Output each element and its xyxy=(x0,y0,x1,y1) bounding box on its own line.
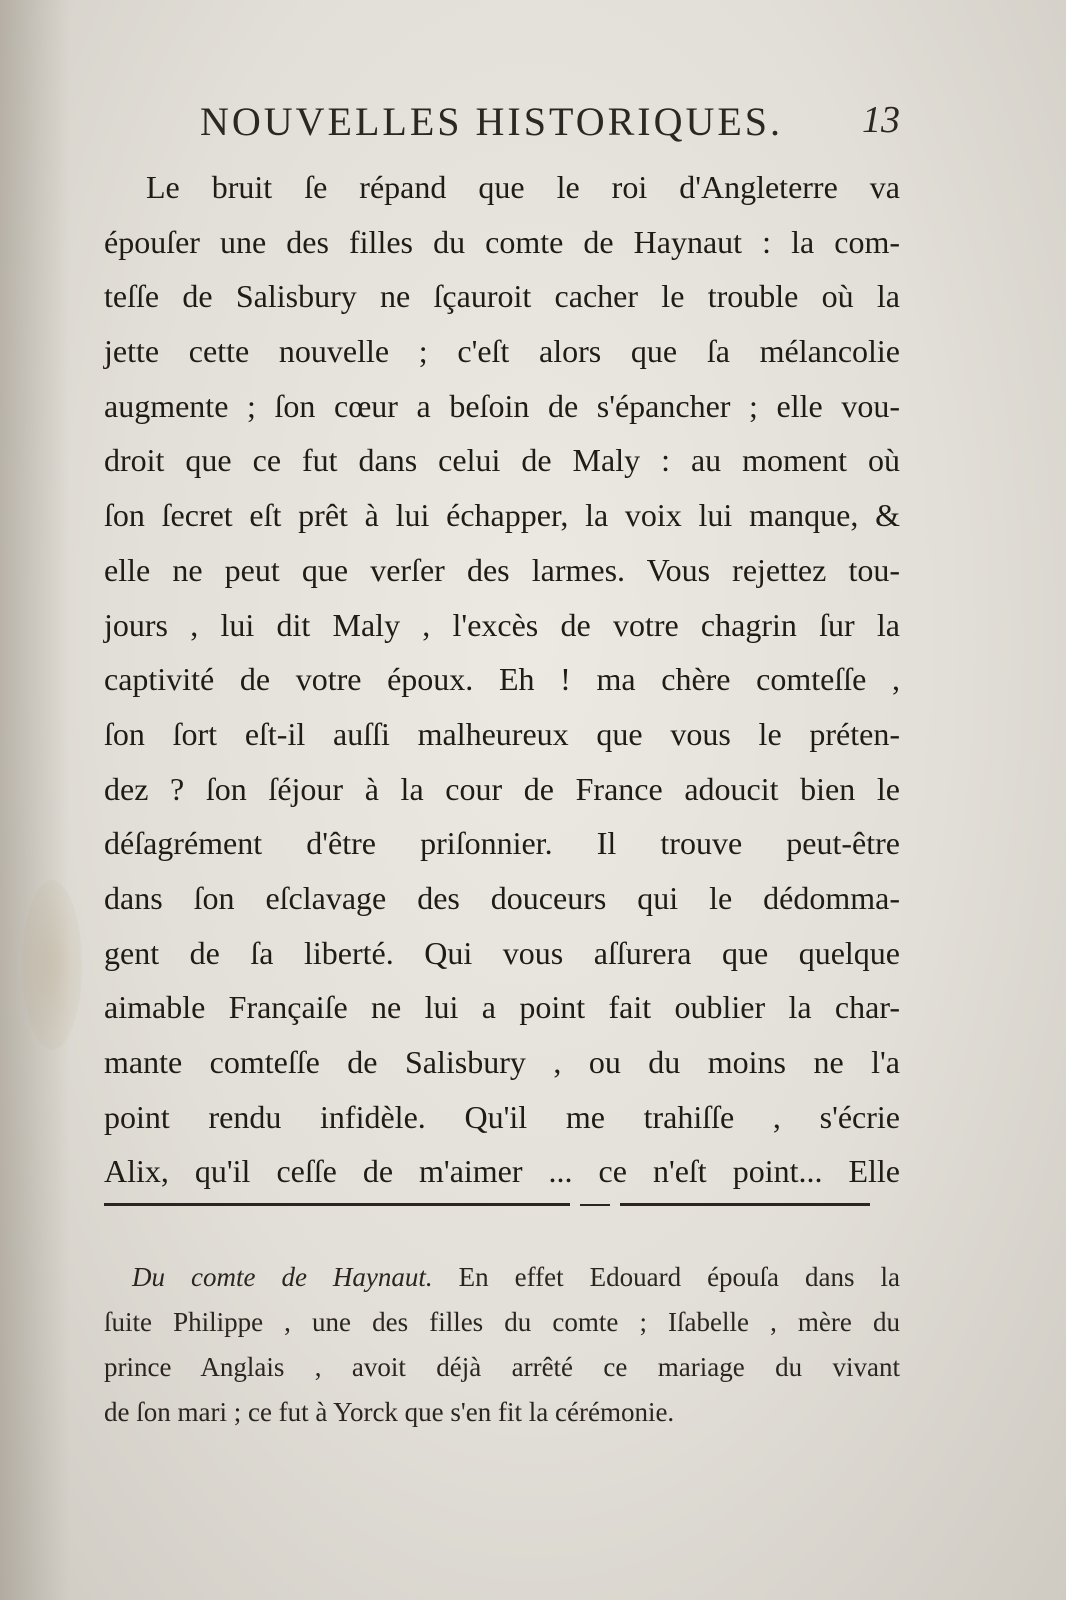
running-head-title: NOUVELLES HISTORIQUES. xyxy=(200,99,784,144)
text-line: ſon ſort eſt-il auſſi malheureux que vous le préten- xyxy=(104,715,900,752)
paper-stain xyxy=(22,880,82,1050)
text-line: jours , lui dit Maly , l'excès de votre chagrin ſur la xyxy=(104,606,900,643)
text-line: elle ne peut que verſer des larmes. Vous rejettez tou- xyxy=(104,551,900,588)
text-line: Alix, qu'il ceſſe de m'aimer ... ce n'eſt point... Elle xyxy=(104,1153,900,1190)
text-line: teſſe de Salisbury ne ſçauroit cacher le trouble où la xyxy=(104,278,900,315)
footnote-first-line xyxy=(104,1255,900,1300)
footnote-rule xyxy=(104,1203,870,1206)
text-line: point rendu infidèle. Qu'il me trahiſſe , s'écrie xyxy=(104,1098,900,1135)
footnote-line: ſuite Philippe , une des filles du comte ; Iſabelle , mère du xyxy=(104,1307,900,1337)
text-line: dez ? ſon ſéjour à la cour de France adoucit bien le xyxy=(104,770,900,807)
text-line: augmente ; ſon cœur a beſoin de s'épancher ; elle vou- xyxy=(104,387,900,424)
page-number: 13 xyxy=(862,99,900,141)
text-line: épouſer une des filles du comte de Haynaut : la com- xyxy=(104,223,900,260)
footnote-line: prince Anglais , avoit déjà arrêté ce mariage du vivant xyxy=(104,1352,900,1382)
footnote xyxy=(104,1255,900,1435)
text-line: captivité de votre époux. Eh ! ma chère comteſſe , xyxy=(104,661,900,698)
text-line: ſon ſecret eſt prêt à lui échapper, la voix lui manque, & xyxy=(104,497,900,534)
footnote-line: de ſon mari ; ce fut à Yorck que s'en fit la cérémonie. xyxy=(104,1397,675,1427)
body-text xyxy=(104,160,900,1199)
footnote-rule-mark xyxy=(580,1204,610,1206)
text-line: déſagrément d'être priſonnier. Il trouve peut-être xyxy=(104,825,900,862)
text-line: jette cette nouvelle ; c'eſt alors que ſa mélancolie xyxy=(104,333,900,370)
text-line: dans ſon eſclavage des douceurs qui le dédomma- xyxy=(104,879,900,916)
page-gutter-shadow xyxy=(0,0,70,1600)
text-line: aimable Françaiſe ne lui a point fait oublier la char- xyxy=(104,989,900,1026)
footnote-head: Du comte de Haynaut. xyxy=(132,1262,433,1292)
text-line: Le bruit ſe répand que le roi d'Angleterre va xyxy=(146,169,900,205)
text-line: mante comteſſe de Salisbury , ou du moins ne l'a xyxy=(104,1044,900,1080)
text-line: droit que ce fut dans celui de Maly : au moment où xyxy=(104,442,900,479)
footnote-first-line-text: En effet Edouard épouſa dans la xyxy=(458,1262,901,1292)
running-head xyxy=(200,98,900,145)
text-line: gent de ſa liberté. Qui vous aſſurera que quelque xyxy=(104,934,900,971)
